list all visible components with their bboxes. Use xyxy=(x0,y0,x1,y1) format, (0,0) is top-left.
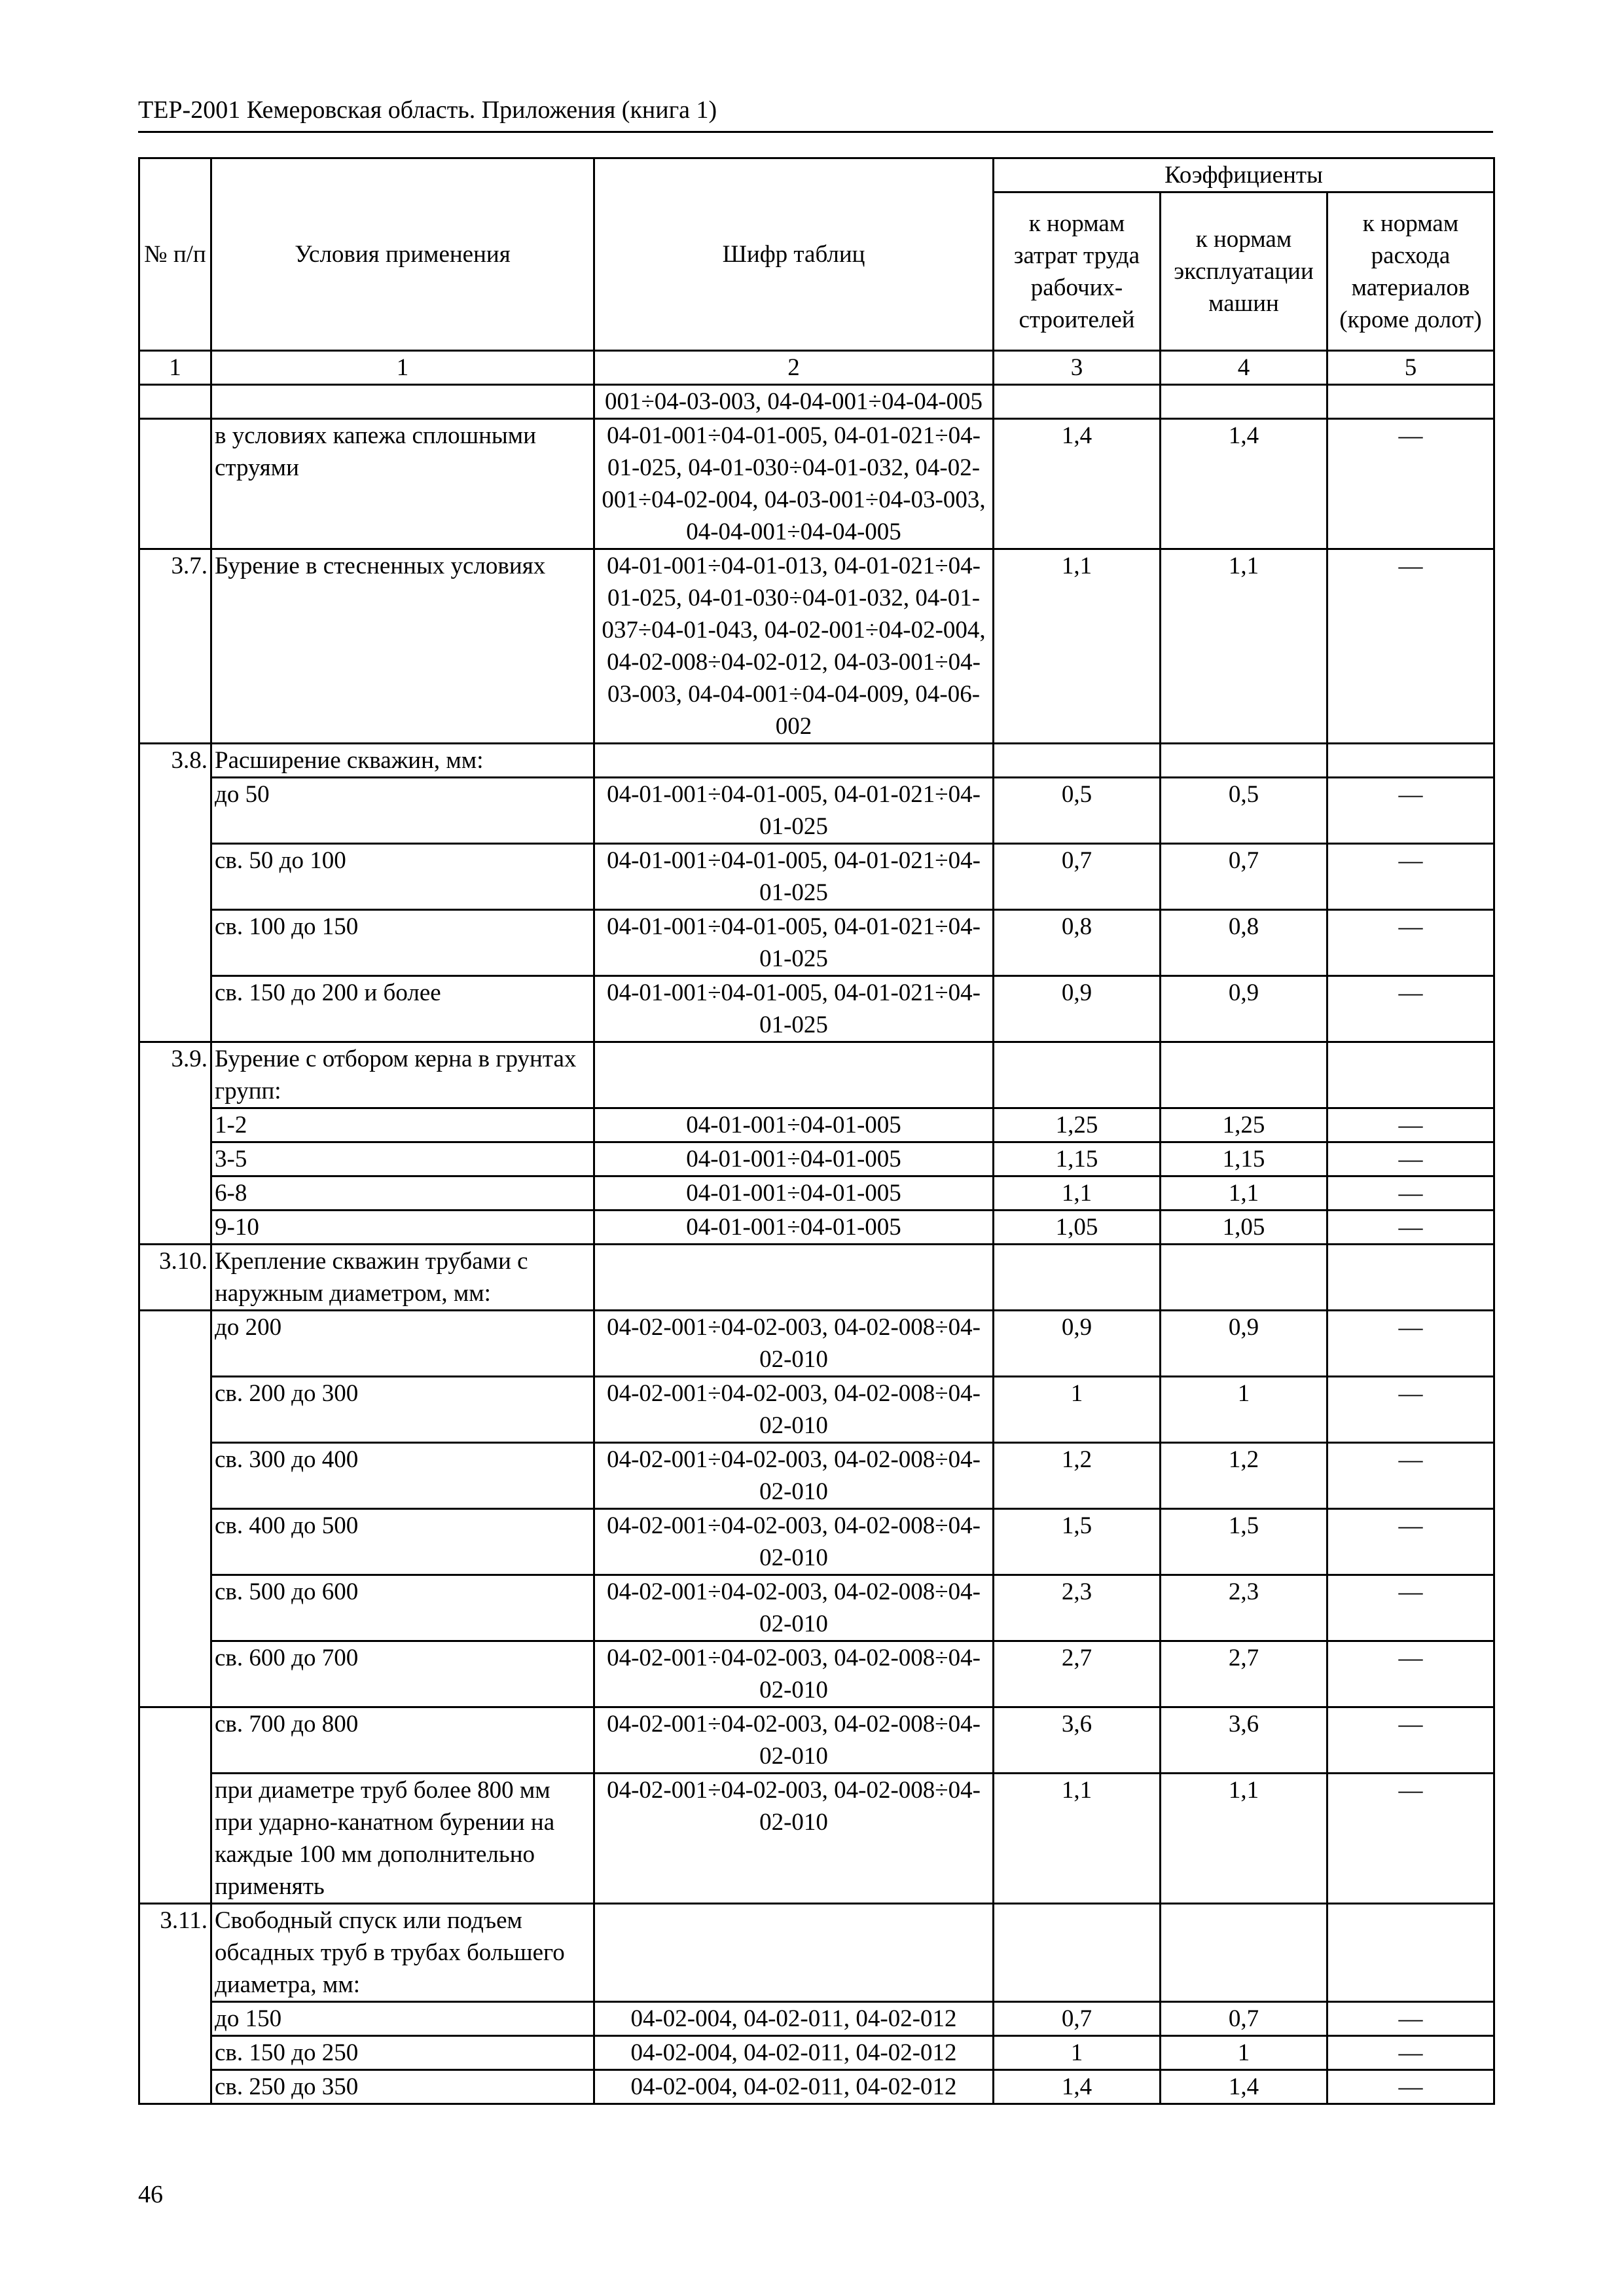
row-labor xyxy=(994,1904,1161,2002)
row-machines: 0,9 xyxy=(1161,976,1327,1042)
row-labor: 1,25 xyxy=(994,1108,1161,1142)
row-condition: 3-5 xyxy=(211,1142,594,1176)
row-labor: 1,4 xyxy=(994,2070,1161,2104)
table-row xyxy=(139,1245,1494,1311)
row-materials: — xyxy=(1327,2070,1494,2104)
row-condition: 1-2 xyxy=(211,1108,594,1142)
row-machines: 1,1 xyxy=(1161,549,1327,744)
row-labor: 0,9 xyxy=(994,1311,1161,1377)
row-condition: св. 300 до 400 xyxy=(211,1443,594,1509)
row-code: 04-02-004, 04-02-011, 04-02-012 xyxy=(594,2070,994,2104)
row-num xyxy=(139,1774,211,1904)
row-labor: 1,15 xyxy=(994,1142,1161,1176)
row-labor: 3,6 xyxy=(994,1707,1161,1774)
table-row xyxy=(139,1509,1494,1575)
row-code: 001÷04-03-003, 04-04-001÷04-04-005 xyxy=(594,385,994,419)
row-labor: 1,4 xyxy=(994,419,1161,549)
row-labor: 0,9 xyxy=(994,976,1161,1042)
header-row-1 xyxy=(139,158,1494,192)
row-materials: — xyxy=(1327,1707,1494,1774)
row-machines: 0,8 xyxy=(1161,910,1327,976)
row-labor: 1 xyxy=(994,2036,1161,2070)
row-num xyxy=(139,1211,211,1245)
row-num xyxy=(139,1575,211,1641)
row-code: 04-02-001÷04-02-003, 04-02-008÷04-02-010 xyxy=(594,1377,994,1443)
row-machines: 1,5 xyxy=(1161,1509,1327,1575)
row-condition: св. 50 до 100 xyxy=(211,844,594,910)
table-row xyxy=(139,1377,1494,1443)
row-code xyxy=(594,1245,994,1311)
table-row xyxy=(139,2036,1494,2070)
table-row xyxy=(139,1142,1494,1176)
row-machines xyxy=(1161,385,1327,419)
row-code: 04-02-004, 04-02-011, 04-02-012 xyxy=(594,2036,994,2070)
row-num xyxy=(139,1377,211,1443)
col-number: 1 xyxy=(211,351,594,385)
table-row xyxy=(139,1707,1494,1774)
row-machines: 0,5 xyxy=(1161,778,1327,844)
row-labor: 0,8 xyxy=(994,910,1161,976)
row-machines: 1,1 xyxy=(1161,1176,1327,1211)
row-materials xyxy=(1327,1904,1494,2002)
row-labor: 1,1 xyxy=(994,549,1161,744)
row-machines: 1,1 xyxy=(1161,1774,1327,1904)
row-machines: 1 xyxy=(1161,2036,1327,2070)
row-num xyxy=(139,778,211,844)
row-labor: 2,7 xyxy=(994,1641,1161,1707)
row-materials: — xyxy=(1327,844,1494,910)
row-condition: св. 250 до 350 xyxy=(211,2070,594,2104)
table-row xyxy=(139,1108,1494,1142)
row-machines: 1,15 xyxy=(1161,1142,1327,1176)
row-code: 04-02-001÷04-02-003, 04-02-008÷04-02-010 xyxy=(594,1311,994,1377)
row-machines: 1,05 xyxy=(1161,1211,1327,1245)
row-materials: — xyxy=(1327,1443,1494,1509)
row-num xyxy=(139,2002,211,2036)
row-machines xyxy=(1161,744,1327,778)
row-condition: св. 400 до 500 xyxy=(211,1509,594,1575)
row-code: 04-01-001÷04-01-005 xyxy=(594,1211,994,1245)
row-labor: 2,3 xyxy=(994,1575,1161,1641)
row-num xyxy=(139,419,211,549)
row-machines: 1,2 xyxy=(1161,1443,1327,1509)
row-code: 04-01-001÷04-01-005 xyxy=(594,1108,994,1142)
header-materials: к нормам расхода материалов (кроме долот) xyxy=(1327,192,1494,351)
row-code: 04-01-001÷04-01-005, 04-01-021÷04-01-025, 04-01-030÷04-01-032, 04-02-001÷04-02-004, 04-03-001÷04-03-003, 04-04-001÷04-04-005 xyxy=(594,419,994,549)
row-labor: 1,1 xyxy=(994,1176,1161,1211)
row-materials: — xyxy=(1327,1142,1494,1176)
row-condition: св. 150 до 200 и более xyxy=(211,976,594,1042)
table-row xyxy=(139,1443,1494,1509)
table-row xyxy=(139,1641,1494,1707)
row-code: 04-02-001÷04-02-003, 04-02-008÷04-02-010 xyxy=(594,1443,994,1509)
row-condition: Бурение в стесненных условиях xyxy=(211,549,594,744)
row-materials: — xyxy=(1327,910,1494,976)
row-condition: Свободный спуск или подъем обсадных труб в трубах большего диаметра, мм: xyxy=(211,1904,594,2002)
table-row xyxy=(139,844,1494,910)
row-materials: — xyxy=(1327,1774,1494,1904)
row-machines: 1,4 xyxy=(1161,419,1327,549)
table-row xyxy=(139,744,1494,778)
table-row xyxy=(139,910,1494,976)
table-row xyxy=(139,1211,1494,1245)
table-row xyxy=(139,549,1494,744)
row-code: 04-01-001÷04-01-013, 04-01-021÷04-01-025, 04-01-030÷04-01-032, 04-01-037÷04-01-043, 04-02-001÷04-02-004, 04-02-008÷04-02-012, 04-03-001÷04-03-003, 04-04-001÷04-04-009, 04-06-002 xyxy=(594,549,994,744)
row-machines: 1,25 xyxy=(1161,1108,1327,1142)
row-condition: св. 200 до 300 xyxy=(211,1377,594,1443)
row-num xyxy=(139,1707,211,1774)
row-machines: 0,7 xyxy=(1161,844,1327,910)
row-materials: — xyxy=(1327,2002,1494,2036)
table-row xyxy=(139,1904,1494,2002)
row-num xyxy=(139,1108,211,1142)
row-materials: — xyxy=(1327,778,1494,844)
coefficients-table xyxy=(138,157,1495,2105)
row-code xyxy=(594,1904,994,2002)
row-materials xyxy=(1327,385,1494,419)
header-coefficients: Коэффициенты xyxy=(994,158,1494,192)
running-header: ТЕР-2001 Кемеровская область. Приложения (книга 1) xyxy=(138,96,717,124)
row-condition: Расширение скважин, мм: xyxy=(211,744,594,778)
table-row xyxy=(139,976,1494,1042)
row-labor: 1 xyxy=(994,1377,1161,1443)
row-condition: св. 700 до 800 xyxy=(211,1707,594,1774)
row-num xyxy=(139,385,211,419)
table-row xyxy=(139,778,1494,844)
row-materials: — xyxy=(1327,419,1494,549)
row-condition xyxy=(211,385,594,419)
row-code: 04-02-001÷04-02-003, 04-02-008÷04-02-010 xyxy=(594,1509,994,1575)
row-labor: 1,05 xyxy=(994,1211,1161,1245)
row-condition: при диаметре труб более 800 мм при ударно-канатном бурении на каждые 100 мм дополнительно применять xyxy=(211,1774,594,1904)
row-materials: — xyxy=(1327,976,1494,1042)
col-number: 5 xyxy=(1327,351,1494,385)
row-materials: — xyxy=(1327,1641,1494,1707)
table-row xyxy=(139,419,1494,549)
column-numbers-row xyxy=(139,351,1494,385)
row-labor: 0,5 xyxy=(994,778,1161,844)
row-condition: 9-10 xyxy=(211,1211,594,1245)
row-condition: св. 150 до 250 xyxy=(211,2036,594,2070)
col-number: 1 xyxy=(139,351,211,385)
row-condition: в условиях капежа сплошными струями xyxy=(211,419,594,549)
row-labor: 0,7 xyxy=(994,844,1161,910)
row-labor xyxy=(994,1042,1161,1108)
row-num xyxy=(139,1443,211,1509)
row-code: 04-01-001÷04-01-005, 04-01-021÷04-01-025 xyxy=(594,778,994,844)
row-materials: — xyxy=(1327,1377,1494,1443)
row-machines: 2,7 xyxy=(1161,1641,1327,1707)
row-materials xyxy=(1327,1245,1494,1311)
row-condition: до 150 xyxy=(211,2002,594,2036)
col-number: 2 xyxy=(594,351,994,385)
row-machines: 1,4 xyxy=(1161,2070,1327,2104)
row-code xyxy=(594,1042,994,1108)
row-materials: — xyxy=(1327,1575,1494,1641)
row-labor: 1,1 xyxy=(994,1774,1161,1904)
table-row xyxy=(139,1042,1494,1108)
row-machines: 1 xyxy=(1161,1377,1327,1443)
row-num xyxy=(139,1142,211,1176)
row-num xyxy=(139,2070,211,2104)
row-materials: — xyxy=(1327,1176,1494,1211)
row-num xyxy=(139,844,211,910)
row-materials xyxy=(1327,1042,1494,1108)
row-num xyxy=(139,1311,211,1377)
row-code: 04-02-001÷04-02-003, 04-02-008÷04-02-010 xyxy=(594,1774,994,1904)
row-code: 04-01-001÷04-01-005 xyxy=(594,1142,994,1176)
row-code: 04-01-001÷04-01-005 xyxy=(594,1176,994,1211)
row-num: 3.8. xyxy=(139,744,211,778)
row-condition: св. 100 до 150 xyxy=(211,910,594,976)
row-labor xyxy=(994,385,1161,419)
header-code: Шифр таблиц xyxy=(594,158,994,351)
row-materials: — xyxy=(1327,1311,1494,1377)
col-number: 3 xyxy=(994,351,1161,385)
row-code: 04-02-001÷04-02-003, 04-02-008÷04-02-010 xyxy=(594,1641,994,1707)
row-code: 04-01-001÷04-01-005, 04-01-021÷04-01-025 xyxy=(594,844,994,910)
row-num xyxy=(139,1641,211,1707)
row-machines: 0,7 xyxy=(1161,2002,1327,2036)
row-condition: 6-8 xyxy=(211,1176,594,1211)
row-num xyxy=(139,910,211,976)
row-machines xyxy=(1161,1042,1327,1108)
row-machines: 0,9 xyxy=(1161,1311,1327,1377)
row-machines: 3,6 xyxy=(1161,1707,1327,1774)
header-labor: к нормам затрат труда рабочих-строителей xyxy=(994,192,1161,351)
row-labor: 1,5 xyxy=(994,1509,1161,1575)
row-condition: св. 600 до 700 xyxy=(211,1641,594,1707)
row-machines xyxy=(1161,1245,1327,1311)
row-num: 3.10. xyxy=(139,1245,211,1311)
row-labor: 0,7 xyxy=(994,2002,1161,2036)
row-labor: 1,2 xyxy=(994,1443,1161,1509)
col-number: 4 xyxy=(1161,351,1327,385)
table-row xyxy=(139,1575,1494,1641)
row-num xyxy=(139,976,211,1042)
row-num: 3.11. xyxy=(139,1904,211,2002)
row-num xyxy=(139,2036,211,2070)
table-row xyxy=(139,1774,1494,1904)
row-num: 3.7. xyxy=(139,549,211,744)
row-code: 04-01-001÷04-01-005, 04-01-021÷04-01-025 xyxy=(594,976,994,1042)
row-condition: Бурение с отбором керна в грунтах групп: xyxy=(211,1042,594,1108)
row-num xyxy=(139,1176,211,1211)
row-materials xyxy=(1327,744,1494,778)
header-num: № п/п xyxy=(139,158,211,351)
row-labor xyxy=(994,1245,1161,1311)
row-machines: 2,3 xyxy=(1161,1575,1327,1641)
row-code: 04-02-004, 04-02-011, 04-02-012 xyxy=(594,2002,994,2036)
row-num xyxy=(139,1509,211,1575)
header-conditions: Условия применения xyxy=(211,158,594,351)
row-code: 04-01-001÷04-01-005, 04-01-021÷04-01-025 xyxy=(594,910,994,976)
page-number: 46 xyxy=(138,2181,163,2208)
row-machines xyxy=(1161,1904,1327,2002)
header-rule xyxy=(138,131,1493,133)
table-row xyxy=(139,2002,1494,2036)
row-condition: Крепление скважин трубами с наружным диаметром, мм: xyxy=(211,1245,594,1311)
table-row xyxy=(139,385,1494,419)
row-code xyxy=(594,744,994,778)
row-condition: до 200 xyxy=(211,1311,594,1377)
table-row xyxy=(139,2070,1494,2104)
row-condition: св. 500 до 600 xyxy=(211,1575,594,1641)
row-condition: до 50 xyxy=(211,778,594,844)
row-materials: — xyxy=(1327,1509,1494,1575)
table-row xyxy=(139,1176,1494,1211)
table-row xyxy=(139,1311,1494,1377)
header-machines: к нормам эксплуатации машин xyxy=(1161,192,1327,351)
row-materials: — xyxy=(1327,2036,1494,2070)
row-labor xyxy=(994,744,1161,778)
row-num: 3.9. xyxy=(139,1042,211,1108)
row-code: 04-02-001÷04-02-003, 04-02-008÷04-02-010 xyxy=(594,1575,994,1641)
row-materials: — xyxy=(1327,549,1494,744)
row-materials: — xyxy=(1327,1211,1494,1245)
row-materials: — xyxy=(1327,1108,1494,1142)
row-code: 04-02-001÷04-02-003, 04-02-008÷04-02-010 xyxy=(594,1707,994,1774)
